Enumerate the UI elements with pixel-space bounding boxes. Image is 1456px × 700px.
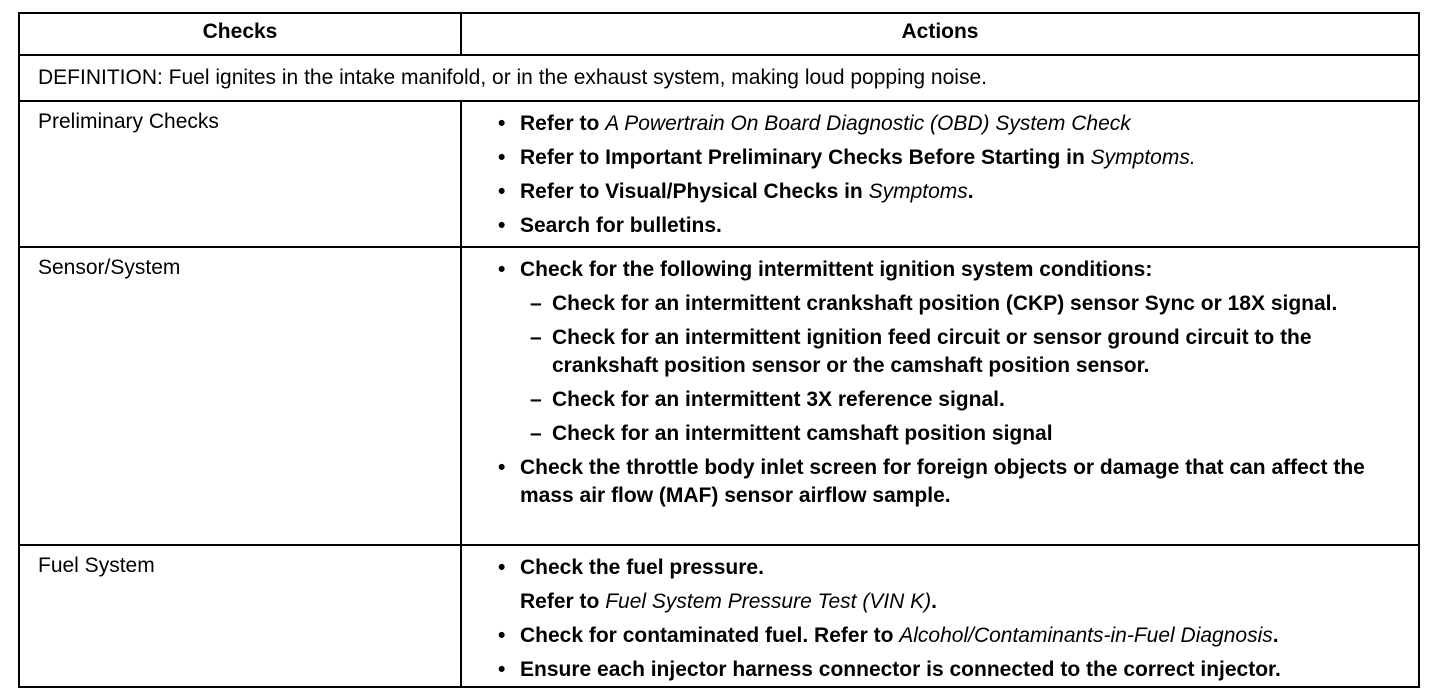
action-item: • Check the throttle body inlet screen for foreign objects or damage that can affect the mass air flow (MAF) sensor airflow sample. — [498, 454, 1408, 510]
action-item: • Check for contaminated fuel. Refer to Alcohol/Contaminants-in-Fuel Diagnosis. — [498, 622, 1408, 650]
action-subitem: – Check for an intermittent ignition feed circuit or sensor ground circuit to the crankshaft position sensor or the camshaft position sensor. — [498, 324, 1408, 380]
action-item: • Ensure each injector harness connector is connected to the correct injector. — [498, 656, 1408, 684]
header-actions: Actions — [901, 20, 979, 43]
action-subitem: – Check for an intermittent 3X reference signal. — [498, 386, 1408, 414]
definition-text: DEFINITION: Fuel ignites in the intake manifold, or in the exhaust system, making loud popping noise. — [38, 66, 987, 89]
actions-cell — [462, 546, 1418, 686]
actions-cell — [462, 102, 1418, 246]
action-item: • Refer to Visual/Physical Checks in Symptoms. — [498, 178, 1408, 206]
action-item: • Search for bulletins. — [498, 212, 1408, 240]
action-subitem: – Check for an intermittent camshaft position signal — [498, 420, 1408, 448]
action-item: • Refer to A Powertrain On Board Diagnostic (OBD) System Check — [498, 110, 1408, 138]
table-row — [20, 544, 1418, 686]
table-row — [20, 100, 1418, 246]
actions-cell — [462, 248, 1418, 544]
check-label: Sensor/System — [20, 248, 462, 544]
header-checks: Checks — [20, 14, 462, 54]
check-label: Preliminary Checks — [20, 102, 462, 246]
definition-row — [20, 54, 1418, 100]
action-continuation: Refer to Fuel System Pressure Test (VIN K). — [520, 590, 938, 613]
action-item: • Check for the following intermittent ignition system conditions: — [498, 256, 1408, 284]
action-item: • Refer to Important Preliminary Checks Before Starting in Symptoms. — [498, 144, 1408, 172]
table-row — [20, 246, 1418, 544]
diagnostic-table — [18, 12, 1420, 688]
table-header-row — [20, 14, 1418, 54]
check-label: Fuel System — [20, 546, 462, 686]
action-item: • Check the fuel pressure. — [498, 554, 1408, 582]
action-subitem: – Check for an intermittent crankshaft position (CKP) sensor Sync or 18X signal. — [498, 290, 1408, 318]
